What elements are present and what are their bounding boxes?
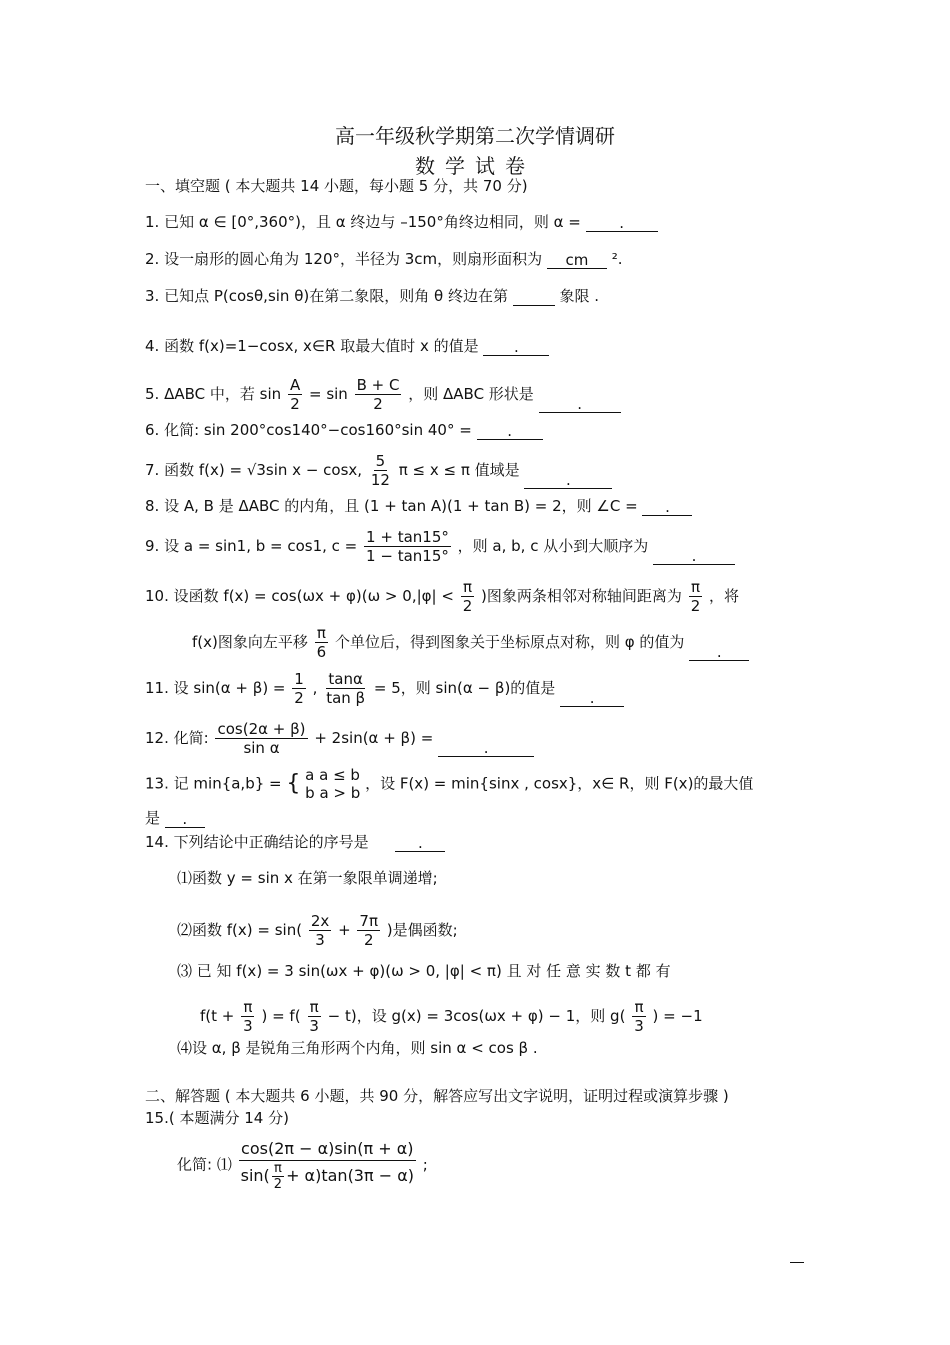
- q11-frac-1-den: 2: [294, 689, 304, 707]
- q14-s2-b: +: [338, 921, 351, 939]
- q3-tail: 象限 .: [559, 287, 600, 305]
- q14-s3-frac-3-num: π: [634, 998, 644, 1016]
- question-11: [145, 670, 624, 707]
- q14-statement-4: ⑷设 α, β 是锐角三角形两个内角，则 sin α < cos β .: [177, 1039, 538, 1057]
- q12-frac-den: sin α: [243, 739, 280, 757]
- q13-blank[interactable]: .: [165, 809, 205, 828]
- q9-text-a: 设 a = sin1, b = cos1, c =: [164, 537, 358, 555]
- q12-blank[interactable]: .: [438, 738, 534, 757]
- question-5: [145, 376, 621, 413]
- q2-blank[interactable]: cm: [547, 250, 607, 269]
- q15-title: 15.( 本题满分 14 分): [145, 1109, 289, 1127]
- q14-blank[interactable]: .: [395, 833, 445, 852]
- q15-frac: [239, 1138, 416, 1192]
- q12-text-a: 化简:: [173, 729, 209, 747]
- q7-number: 7.: [145, 461, 160, 479]
- q14-s3-frac-3-den: 3: [634, 1017, 644, 1035]
- q15-part1: [177, 1138, 428, 1192]
- q10-frac-3-num: π: [316, 624, 326, 642]
- q10-number: 10.: [145, 587, 169, 605]
- q3-text: 已知点 P(cosθ,sin θ)在第二象限，则角 θ 终边在第: [164, 287, 508, 305]
- q14-s3-b2: ) = f(: [261, 1007, 301, 1025]
- q5-frac-1: [288, 376, 302, 413]
- question-12: [145, 720, 534, 757]
- q14-s3-frac-2-num: π: [309, 998, 319, 1016]
- q7-frac-den: 12: [370, 471, 390, 489]
- q7-text-a: 函数 f(x) = √3sin x − cosx,: [164, 461, 363, 479]
- q6-number: 6.: [145, 421, 160, 439]
- q14-s2-c: )是偶函数;: [386, 921, 458, 939]
- q8-blank[interactable]: .: [642, 497, 692, 516]
- question-1: [145, 212, 658, 232]
- q9-frac-num: 1 + tan15°: [366, 528, 449, 546]
- question-8: [145, 496, 692, 516]
- question-13: [145, 766, 753, 802]
- q3-number: 3.: [145, 287, 160, 305]
- q14-s2-frac-1-den: 3: [315, 931, 325, 949]
- q5-text-c: ，则 ΔABC 形状是: [408, 385, 534, 403]
- q10-blank[interactable]: .: [689, 642, 749, 661]
- q13-case-2: b a > b: [305, 784, 361, 802]
- q6-text: 化简: sin 200°cos140°−cos160°sin 40° =: [164, 421, 472, 439]
- q4-number: 4.: [145, 337, 160, 355]
- question-9: [145, 528, 735, 565]
- q4-blank[interactable]: .: [483, 337, 549, 356]
- q7-blank[interactable]: .: [524, 470, 612, 489]
- q14-s2-frac-2-num: 7π: [359, 912, 378, 930]
- q15-inner-frac: [272, 1161, 284, 1192]
- question-4: [145, 336, 549, 356]
- q2-text: 设一扇形的圆心角为 120°，半径为 3cm，则扇形面积为: [164, 250, 543, 268]
- q14-s3-frac-3: [632, 998, 646, 1035]
- q10-frac-1-den: 2: [462, 597, 473, 615]
- q7-frac-num: 5: [375, 452, 386, 470]
- section2-header: 二、解答题 ( 本大题共 6 小题，共 90 分，解答应写出文字说明，证明过程或演算步骤 ): [145, 1087, 729, 1105]
- question-6: [145, 420, 543, 440]
- q14-s3-b1: f(t +: [200, 1007, 235, 1025]
- q14-s3-frac-1-den: 3: [243, 1017, 253, 1035]
- q2-number: 2.: [145, 250, 160, 268]
- q10-text-a: 设函数 f(x) = cos(ωx + φ)(ω > 0,|φ| <: [173, 587, 454, 605]
- q11-frac-2-num: tanα: [328, 670, 363, 688]
- q10-frac-1: [461, 578, 475, 615]
- q11-number: 11.: [145, 679, 169, 697]
- q5-blank[interactable]: .: [539, 394, 621, 413]
- q12-number: 12.: [145, 729, 169, 747]
- q11-frac-1-num: 1: [294, 670, 304, 688]
- q14-s3-frac-2: [307, 998, 321, 1035]
- q5-frac-2: [355, 376, 402, 413]
- q14-text: 下列结论中正确结论的序号是: [173, 833, 369, 851]
- q11-frac-2: [324, 670, 367, 707]
- q11-text-a: 设 sin(α + β) =: [173, 679, 286, 697]
- q10-frac-3-den: 6: [316, 643, 327, 661]
- q13-cases: [305, 766, 360, 802]
- q9-text-b: ，则 a, b, c 从小到大顺序为: [457, 537, 649, 555]
- q13-text-b: ，设 F(x) = min{sinx , cosx}，x∈ R，则 F(x)的最大值: [365, 774, 754, 793]
- q5-frac-2-num: B + C: [356, 376, 400, 394]
- q14-s3-frac-1: [241, 998, 255, 1035]
- q14-s2-frac-2-den: 2: [363, 931, 374, 949]
- q6-blank[interactable]: .: [477, 421, 543, 440]
- exam-title: 高一年级秋学期第二次学情调研: [335, 124, 615, 148]
- q9-blank[interactable]: .: [653, 546, 735, 565]
- q12-text-b: + 2sin(α + β) =: [314, 729, 434, 747]
- q10-frac-3: [315, 624, 329, 661]
- q15-frac-den: [239, 1161, 416, 1192]
- q1-text: 已知 α ∈ [0°,360°)，且 α 终边与 –150°角终边相同，则 α =: [164, 213, 581, 231]
- q10-frac-1-num: π: [462, 578, 472, 596]
- q13-line2: 是: [145, 809, 161, 827]
- q13-case-1: a a ≤ b: [305, 766, 360, 784]
- page-footer-dash: [790, 1262, 804, 1263]
- q14-s3-b3: − t)，设 g(x) = 3cos(ωx + φ) − 1，则 g(: [327, 1007, 626, 1025]
- q5-text-a: ΔABC 中，若 sin: [164, 385, 282, 403]
- q10-line2-a: f(x)图象向左平移: [192, 633, 308, 651]
- q10-frac-2-num: π: [690, 578, 700, 596]
- q2-tail: ².: [611, 250, 623, 268]
- q3-blank[interactable]: [513, 287, 555, 306]
- q14-statement-3-line2: [200, 998, 703, 1035]
- q15-inner-num: π: [274, 1161, 282, 1176]
- q5-text-b: = sin: [308, 385, 348, 403]
- q8-text: 设 A, B 是 ΔABC 的内角，且 (1 + tan A)(1 + tan B) = 2，则 ∠C =: [164, 497, 638, 515]
- q15-den-a: sin(: [240, 1166, 270, 1185]
- q12-frac: [215, 720, 307, 757]
- exam-subtitle: 数学试卷: [415, 154, 535, 178]
- q14-s2-frac-2: [357, 912, 380, 949]
- q13-brace: {: [286, 771, 301, 796]
- q15-den-b: + α)tan(3π − α): [286, 1166, 414, 1185]
- q11-frac-1: [292, 670, 306, 707]
- q9-number: 9.: [145, 537, 160, 555]
- q14-s2-a: ⑵函数 f(x) = sin(: [177, 921, 303, 939]
- q9-frac: [364, 528, 451, 565]
- q4-text: 函数 f(x)=1−cosx, x∈R 取最大值时 x 的值是: [164, 337, 479, 355]
- question-7: [145, 452, 612, 489]
- q7-frac: [369, 452, 392, 489]
- q8-number: 8.: [145, 497, 160, 515]
- q14-s2-frac-1-num: 2x: [310, 912, 330, 930]
- q15-label: 化简: ⑴: [177, 1155, 232, 1174]
- q13-number: 13.: [145, 774, 169, 793]
- q14-s2-frac-1: [309, 912, 331, 949]
- q11-blank[interactable]: .: [560, 688, 624, 707]
- q10-frac-2-den: 2: [690, 597, 701, 615]
- question-2: [145, 249, 623, 269]
- q11-text-b: ,: [312, 679, 318, 697]
- q10-frac-2: [689, 578, 703, 615]
- q7-text-b: π ≤ x ≤ π 值域是: [398, 461, 520, 479]
- q14-statement-1: ⑴函数 y = sin x 在第一象限单调递增;: [177, 869, 438, 887]
- q1-number: 1.: [145, 213, 160, 231]
- question-13-line2: [145, 808, 205, 828]
- q10-line2-b: 个单位后，得到图象关于坐标原点对称，则 φ 的值为: [334, 633, 685, 651]
- q9-frac-den: 1 − tan15°: [366, 547, 449, 565]
- q5-number: 5.: [145, 385, 160, 403]
- section1-header: 一、填空题 ( 本大题共 14 小题，每小题 5 分，共 70 分): [145, 177, 528, 195]
- q10-text-b: )图象两条相邻对称轴间距离为: [481, 587, 682, 605]
- q14-statement-2: [177, 912, 458, 949]
- q5-frac-1-den: 2: [290, 395, 300, 413]
- q14-s3-b4: ) = −1: [652, 1007, 703, 1025]
- q13-text-a: 记 min{a,b} =: [173, 774, 282, 793]
- q11-frac-2-den: tan β: [326, 689, 366, 707]
- question-3: [145, 286, 599, 306]
- q1-blank[interactable]: .: [586, 213, 658, 232]
- question-14: [145, 832, 445, 852]
- q15-inner-den: 2: [273, 1177, 283, 1192]
- q14-number: 14.: [145, 833, 169, 851]
- q11-text-c: = 5，则 sin(α − β)的值是: [373, 679, 556, 697]
- question-10: [145, 578, 739, 615]
- q15-frac-num: cos(2π − α)sin(π + α): [239, 1138, 416, 1161]
- q14-s3-frac-1-num: π: [243, 998, 253, 1016]
- q14-statement-3: ⑶ 已 知 f(x) = 3 sin(ωx + φ)(ω > 0, |φ| < π) 且 对 任 意 实 数 t 都 有: [177, 962, 671, 980]
- q5-frac-1-num: A: [289, 376, 301, 394]
- q5-frac-2-den: 2: [373, 395, 383, 413]
- q12-frac-num: cos(2α + β): [217, 720, 306, 738]
- question-10-line2: [192, 624, 749, 661]
- q15-tail: ;: [422, 1155, 428, 1174]
- q10-text-c: ，将: [709, 587, 740, 605]
- q14-s3-frac-2-den: 3: [309, 1017, 319, 1035]
